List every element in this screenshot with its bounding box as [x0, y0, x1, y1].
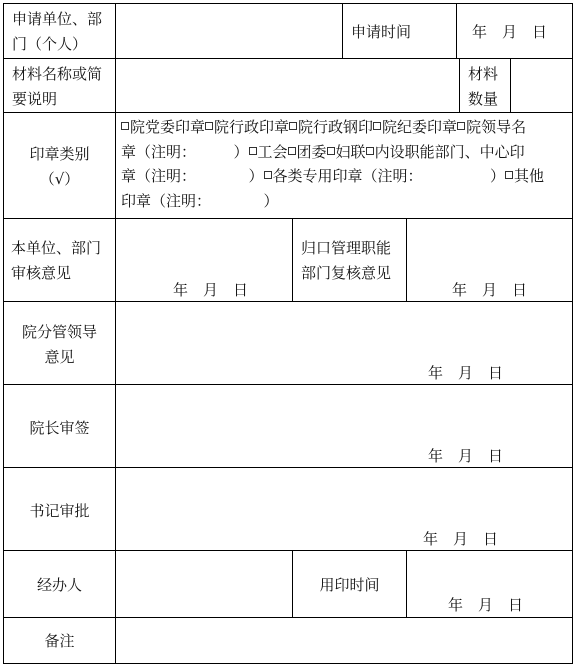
- seal-option-dept: 内设职能部门、中心印: [374, 142, 525, 161]
- checkbox-icon[interactable]: [505, 171, 513, 179]
- president-label: 院长审签: [29, 419, 90, 437]
- seal-option-party: 院党委印章: [130, 118, 206, 136]
- apply-time-label: 申请时间: [351, 23, 412, 41]
- checkbox-icon[interactable]: [288, 147, 296, 155]
- checkbox-icon[interactable]: [457, 122, 465, 130]
- unit-review-label-line2: 审核意见: [11, 264, 72, 282]
- quantity-label-line2: 数量: [468, 90, 499, 108]
- checkbox-icon[interactable]: [205, 122, 213, 130]
- checkbox-icon[interactable]: [121, 122, 129, 130]
- checkbox-icon[interactable]: [373, 122, 381, 130]
- border-top: [3, 3, 573, 4]
- border-right: [572, 3, 573, 664]
- seal-option-discipline: 院纪委印章: [382, 118, 458, 136]
- vp-label-line1: 院分管领导: [21, 323, 97, 341]
- applicant-label-line1: 申请单位、部: [12, 10, 103, 28]
- row-line: [3, 617, 573, 618]
- seal-option-union: 工会: [257, 142, 288, 161]
- seal-option-other: 其他: [514, 167, 545, 185]
- mgmt-review-label-line1: 归口管理职能: [301, 239, 392, 257]
- checkbox-icon[interactable]: [366, 147, 374, 155]
- use-date: 年 月 日: [448, 596, 524, 614]
- seal-option-league: 团委: [296, 142, 327, 161]
- mgmt-review-label-line2: 部门复核意见: [301, 264, 392, 282]
- row-line: [3, 218, 573, 219]
- border-bottom: [3, 663, 573, 664]
- col-line: [406, 550, 407, 617]
- vp-label-line2: 意见: [44, 348, 75, 366]
- row-line: [3, 112, 573, 113]
- col-line: [510, 58, 511, 112]
- seal-option-leader: 院领导名: [466, 118, 527, 136]
- mgmt-review-date: 年 月 日: [452, 281, 528, 299]
- seal-type-label-line1: 印章类别: [29, 145, 90, 163]
- seal-option-leader-note: 章（注明： ）: [121, 142, 249, 161]
- material-label-line2: 要说明: [12, 90, 58, 108]
- secretary-label: 书记审批: [29, 502, 90, 520]
- row-line: [3, 58, 573, 59]
- seal-option-steel: 院行政钢印: [298, 118, 374, 136]
- checkbox-icon[interactable]: [249, 147, 257, 155]
- seal-option-women: 妇联: [335, 142, 366, 161]
- material-label-line1: 材料名称或简: [12, 65, 103, 83]
- col-line: [456, 3, 457, 58]
- checkbox-icon[interactable]: [264, 171, 272, 179]
- seal-type-label-line2: （√）: [39, 170, 80, 188]
- handler-label: 经办人: [36, 576, 82, 594]
- checkbox-icon[interactable]: [289, 122, 297, 130]
- seal-option-dept-note: 章（注明： ）: [121, 167, 264, 185]
- seal-option-admin: 院行政印章: [214, 118, 290, 136]
- remarks-label: 备注: [44, 632, 75, 650]
- seal-option-other-note: 印章（注明： ）: [121, 191, 279, 210]
- vp-date: 年 月 日: [428, 364, 504, 382]
- unit-review-label-line1: 本单位、部门: [11, 239, 102, 257]
- seal-options: [121, 115, 572, 213]
- checkbox-icon[interactable]: [327, 147, 335, 155]
- col-line: [406, 218, 407, 301]
- secretary-date: 年 月 日: [423, 530, 499, 548]
- seal-option-special: 各类专用印章（注明： ）: [272, 167, 506, 185]
- applicant-label-line2: 门（个人）: [12, 35, 88, 53]
- col-line: [342, 3, 343, 58]
- apply-date: 年 月 日: [472, 23, 548, 41]
- col-line: [292, 218, 293, 301]
- use-time-label: 用印时间: [319, 576, 380, 594]
- unit-review-date: 年 月 日: [173, 281, 249, 299]
- quantity-label-line1: 材料: [468, 65, 499, 83]
- president-date: 年 月 日: [428, 447, 504, 465]
- col-line: [459, 58, 460, 112]
- label-column-line: [115, 3, 116, 664]
